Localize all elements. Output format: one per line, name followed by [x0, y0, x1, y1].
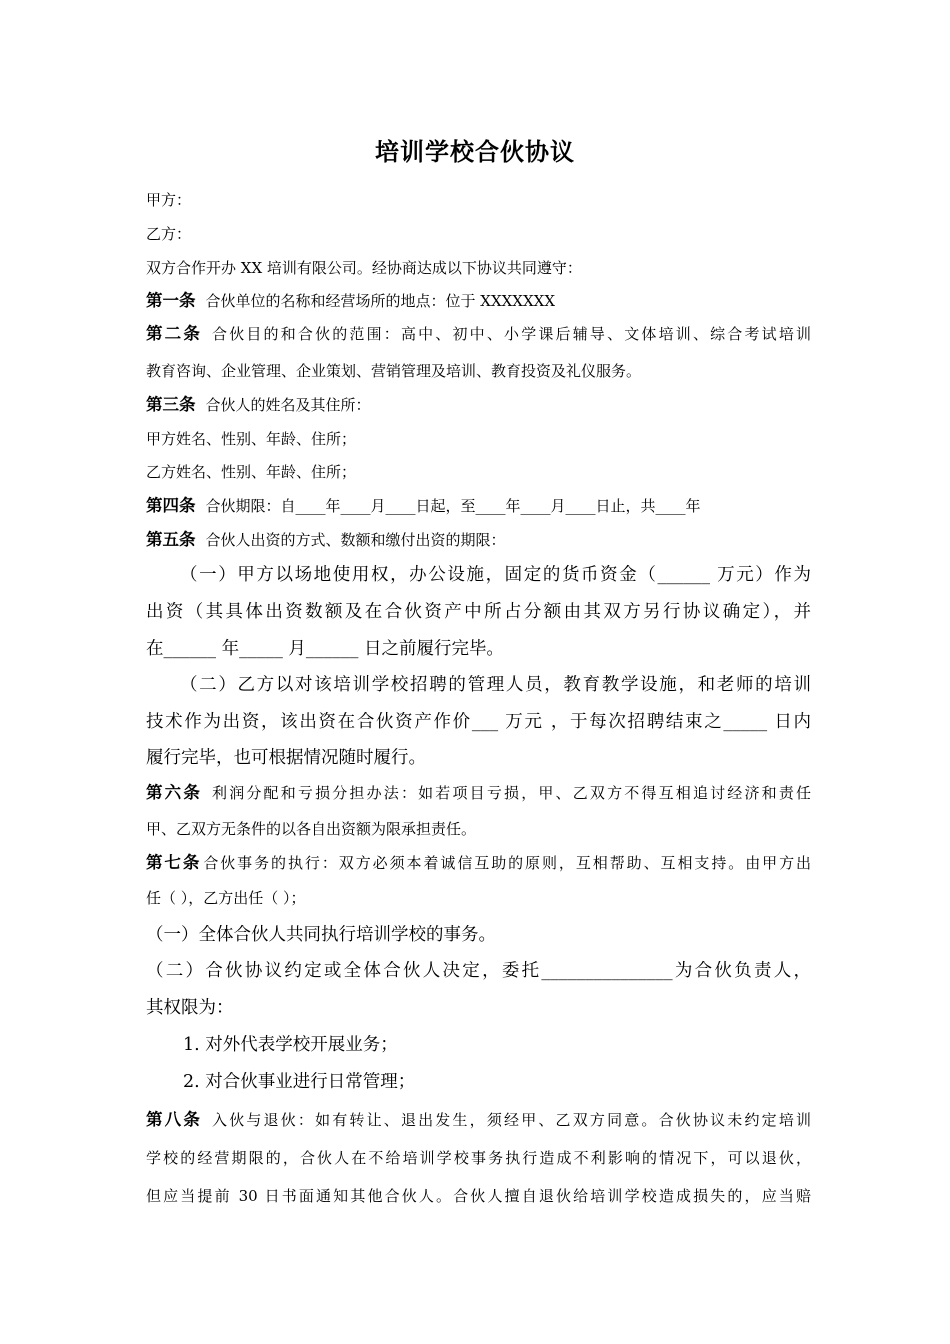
article-7-heading: 第七条	[146, 853, 202, 872]
article-4	[146, 495, 811, 517]
article-4-text: 合伙期限：自____年____月____日起，至____年____月____日止，共____年	[205, 497, 701, 515]
list-item-2: 2. 对合伙事业进行日常管理；	[183, 1072, 416, 1092]
party-a-line: 甲方：	[146, 191, 192, 209]
article-2-text: 合伙目的和合伙的范围：高中、初中、小学课后辅导、文体培训、综合考试培训	[212, 325, 811, 343]
article-5-clause-2-line-3: 履行完毕，也可根据情况随时履行。	[146, 748, 426, 768]
article-1	[146, 290, 811, 312]
document-title: 培训学校合伙协议	[375, 137, 575, 166]
article-7-continued: 任（ ），乙方出任（ ）；	[146, 889, 306, 907]
article-7-text: 合伙事务的执行：双方必须本着诚信互助的原则，互相帮助、互相支持。由甲方出	[203, 854, 811, 872]
article-5	[146, 529, 811, 551]
preamble-line: 双方合作开办 XX 培训有限公司。经协商达成以下协议共同遵守：	[146, 259, 582, 277]
article-6-heading: 第六条	[146, 783, 203, 802]
article-2	[146, 323, 811, 345]
article-4-heading: 第四条	[146, 496, 196, 515]
article-3-text: 合伙人的姓名及其住所：	[205, 396, 371, 414]
article-6-text: 利润分配和亏损分担办法：如若项目亏损，甲、乙双方不得互相追讨经济和责任	[212, 784, 811, 802]
article-6-continued: 甲、乙双方无条件的以各自出资额为限承担责任。	[146, 820, 477, 838]
article-5-clause-1-line-2: 出资（其具体出资数额及在合伙资产中所占分额由其双方另行协议确定），并	[146, 602, 811, 622]
article-5-clause-2: （二）乙方以对该培训学校招聘的管理人员，教育教学设施，和老师的培训	[180, 675, 811, 695]
article-6	[146, 782, 811, 804]
article-5-clause-1: （一）甲方以场地使用权，办公设施，固定的货币资金（______ 万元）作为	[180, 565, 811, 585]
article-5-text: 合伙人出资的方式、数额和缴付出资的期限：	[205, 531, 506, 549]
article-8-text: 入伙与退伙：如有转让、退出发生，须经甲、乙双方同意。合伙协议未约定培训	[212, 1111, 811, 1129]
article-1-text: 合伙单位的名称和经营场所的地点：位于 XXXXXXX	[205, 292, 556, 310]
party-b-line: 乙方：	[146, 225, 192, 243]
article-5-clause-2-line-2: 技术作为出资，该出资在合伙资产作价___ 万元 ，于每次招聘结束之_____ 日内	[146, 712, 811, 732]
article-2-heading: 第二条	[146, 324, 203, 343]
article-8-line-3: 但应当提前 30 日书面通知其他合伙人。合伙人擅自退伙给培训学校造成损失的，应当赔	[146, 1187, 811, 1205]
list-item-1: 1. 对外代表学校开展业务；	[183, 1035, 398, 1055]
article-8	[146, 1109, 811, 1131]
article-5-heading: 第五条	[146, 530, 196, 549]
article-2-continued: 教育咨询、企业管理、企业策划、营销管理及培训、教育投资及礼仪服务。	[146, 362, 642, 380]
article-3-party-b: 乙方姓名、性别、年龄、住所；	[146, 463, 357, 481]
article-7-clause-1: （一）全体合伙人共同执行培训学校的事务。	[146, 925, 496, 945]
article-3	[146, 394, 811, 416]
article-3-heading: 第三条	[146, 395, 196, 414]
article-8-heading: 第八条	[146, 1110, 203, 1129]
article-7-clause-2: （二）合伙协议约定或全体合伙人决定，委托_______________为合伙负责人，	[146, 961, 811, 981]
article-8-line-2: 学校的经营期限的，合伙人在不给培训学校事务执行造成不利影响的情况下，可以退伙，	[146, 1149, 811, 1167]
article-1-heading: 第一条	[146, 291, 196, 310]
article-3-party-a: 甲方姓名、性别、年龄、住所；	[146, 430, 357, 448]
article-7-clause-2-line-2: 其权限为：	[146, 998, 234, 1018]
article-7	[146, 852, 811, 874]
article-5-clause-1-line-3: 在______ 年_____ 月______ 日之前履行完毕。	[146, 639, 504, 659]
